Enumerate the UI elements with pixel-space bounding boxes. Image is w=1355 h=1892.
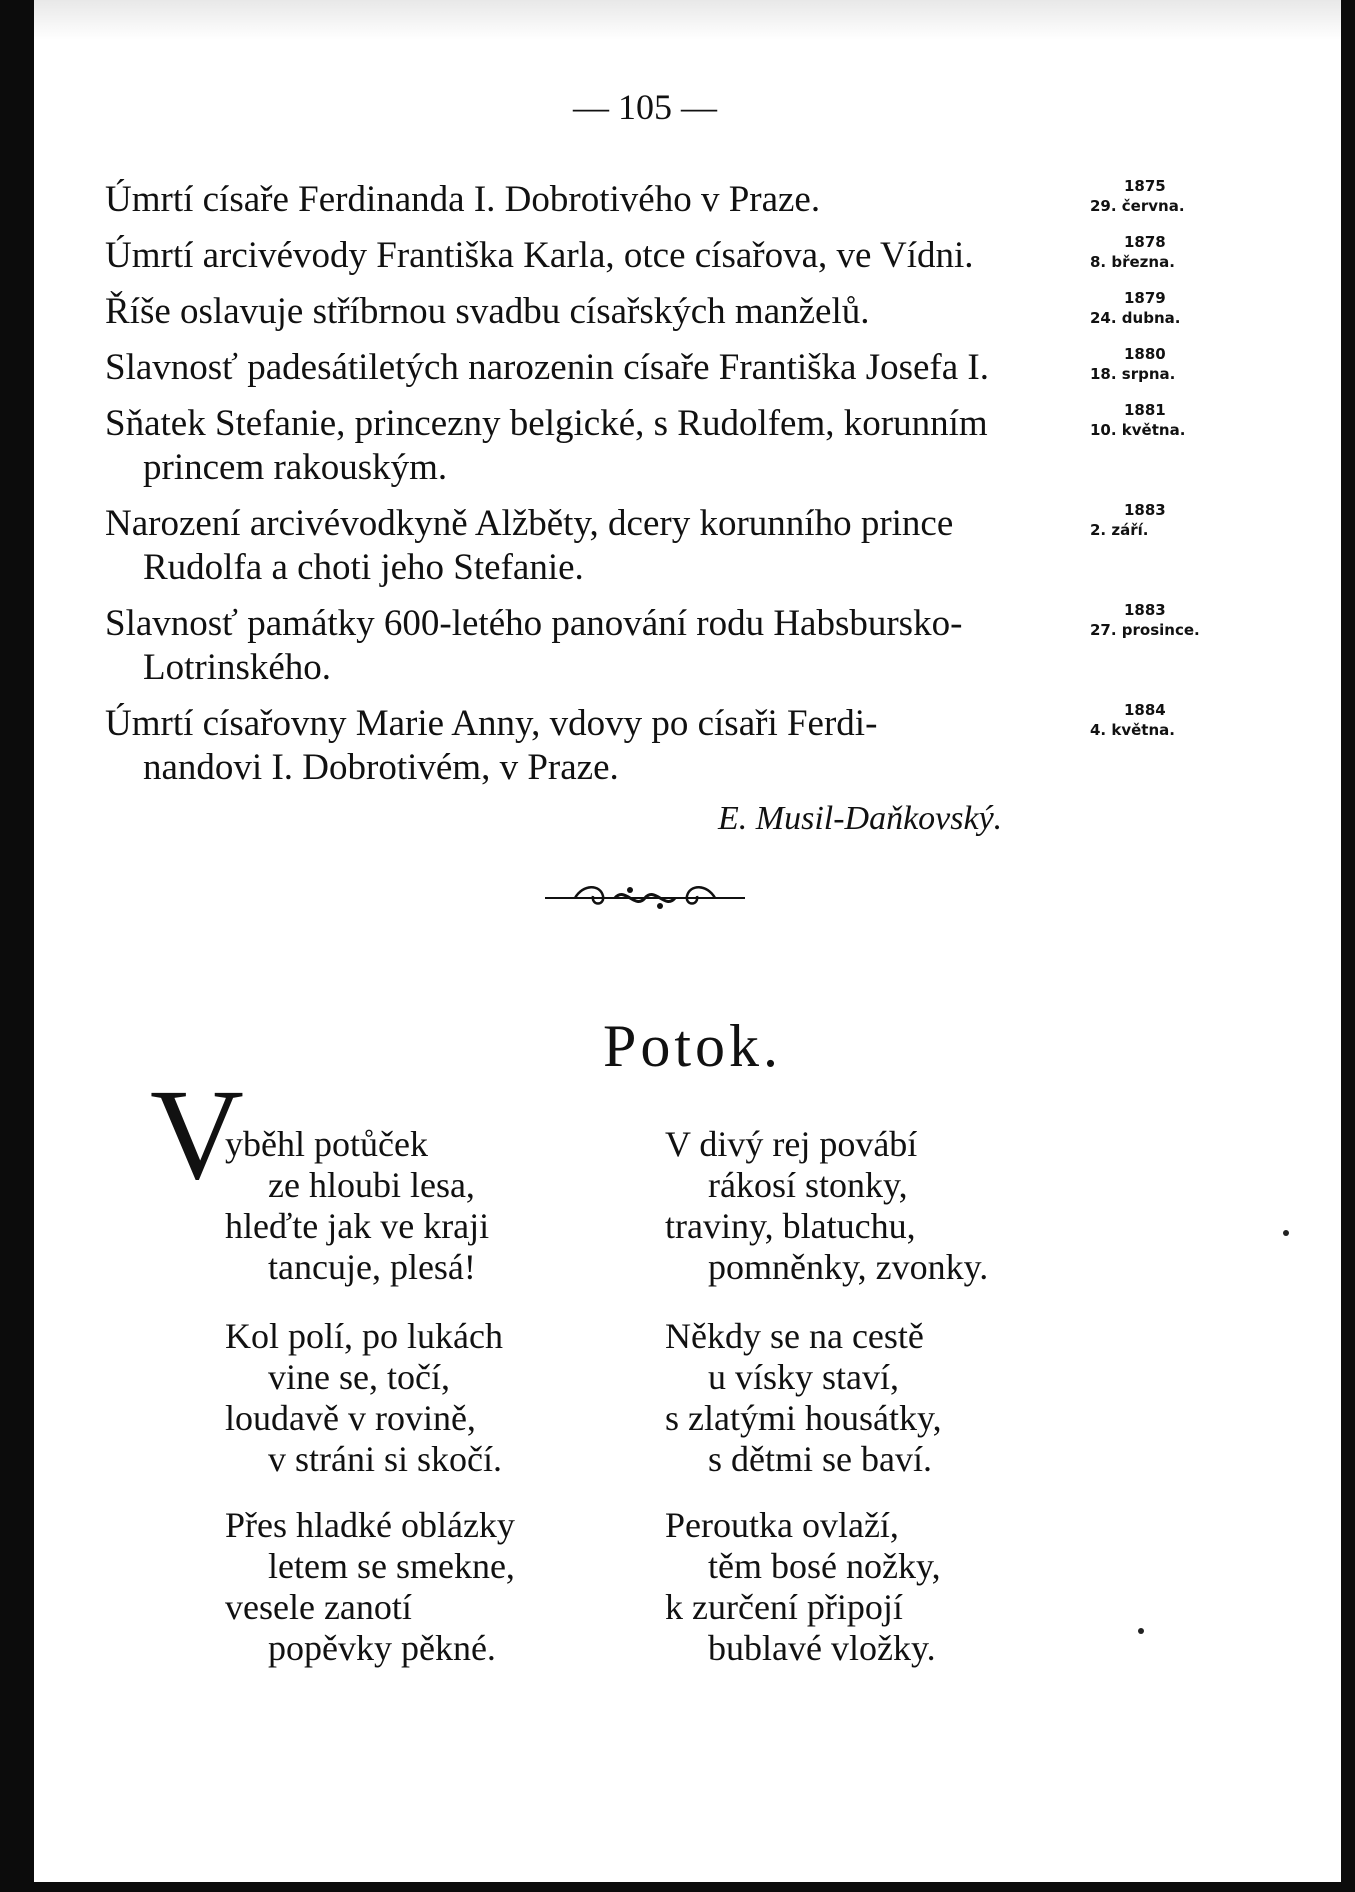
entry-line-continued: nandovi I. Dobrotivém, v Praze. — [143, 747, 619, 788]
verse-line: loudavě v rovině, — [225, 1398, 476, 1438]
entry-line: Slavnosť padesátiletých narozenin císaře Františka Josefa I. — [105, 347, 989, 388]
entry-year: 1879 — [1124, 289, 1166, 307]
verse-line: vesele zanotí — [225, 1587, 412, 1627]
entry-year: 1880 — [1124, 345, 1166, 363]
verse-line: Někdy se na cestě — [665, 1316, 924, 1356]
scan-speck — [1138, 1628, 1144, 1634]
entry-day: 8. března. — [1090, 253, 1175, 271]
entry-date — [1090, 402, 1240, 446]
chronicle-entry — [105, 502, 1245, 590]
ornament-divider-icon — [545, 876, 745, 916]
verse-line: s zlatými housátky, — [665, 1398, 942, 1438]
entry-line: Narození arcivévodkyně Alžběty, dcery korunního prince — [105, 503, 954, 544]
verse-line: rákosí stonky, — [708, 1165, 908, 1205]
entry-date — [1090, 502, 1240, 546]
scan-speck — [1283, 1230, 1289, 1236]
entry-line: Sňatek Stefanie, princezny belgické, s Rudolfem, korunním — [105, 403, 988, 444]
verse-line: Kol polí, po lukách — [225, 1316, 503, 1356]
entry-line-continued: princem rakouským. — [143, 447, 448, 488]
stanza — [225, 1316, 503, 1480]
entry-year: 1883 — [1124, 501, 1166, 519]
poem-title: Potok. — [602, 1013, 783, 1079]
entry-line: Říše oslavuje stříbrnou svadbu císařských manželů. — [105, 291, 870, 332]
verse-line: těm bosé nožky, — [708, 1546, 941, 1586]
poem-dropcap: V — [150, 1063, 244, 1207]
verse-line: yběhl potůček — [225, 1124, 428, 1164]
entry-day: 29. června. — [1090, 197, 1185, 215]
stanza — [665, 1505, 941, 1669]
verse-line: V divý rej povábí — [665, 1124, 918, 1164]
entry-year: 1884 — [1124, 701, 1166, 719]
entry-line: Úmrtí císaře Ferdinanda I. Dobrotivého v Praze. — [105, 179, 821, 220]
author-signature: E. Musil-Daňkovský. — [718, 800, 1003, 837]
verse-line: popěvky pěkné. — [268, 1628, 496, 1668]
stanza — [665, 1124, 988, 1288]
entry-line: Úmrtí císařovny Marie Anny, vdovy po císaři Ferdi- — [105, 703, 878, 744]
chronicle-list — [105, 178, 1245, 802]
entry-day: 10. května. — [1090, 421, 1186, 439]
entry-year: 1883 — [1124, 601, 1166, 619]
stanza — [225, 1124, 489, 1288]
scan-top-shade — [34, 0, 1341, 40]
entry-day: 4. května. — [1090, 721, 1175, 739]
chronicle-entry — [105, 346, 1245, 390]
verse-line: letem se smekne, — [268, 1546, 515, 1586]
verse-line: tancuje, plesá! — [268, 1247, 476, 1287]
verse-line: u vísky staví, — [708, 1357, 900, 1397]
entry-text — [105, 602, 1090, 690]
verse-line: v stráni si skočí. — [268, 1439, 502, 1479]
entry-date — [1090, 602, 1240, 646]
entry-year: 1878 — [1124, 233, 1166, 251]
entry-date — [1090, 290, 1240, 334]
stanza — [665, 1316, 942, 1480]
entry-line: Slavnosť památky 600-letého panování rodu Habsbursko- — [105, 603, 963, 644]
entry-text — [105, 502, 1090, 590]
chronicle-entry — [105, 290, 1245, 334]
entry-line-continued: Lotrinského. — [143, 647, 332, 688]
entry-date — [1090, 178, 1240, 222]
scan-border-right — [1341, 0, 1355, 1892]
entry-text — [105, 702, 1090, 790]
entry-text — [105, 290, 1090, 334]
chronicle-entry — [105, 602, 1245, 690]
entry-day: 2. září. — [1090, 521, 1149, 539]
entry-line: Úmrtí arcivévody Františka Karla, otce císařova, ve Vídni. — [105, 235, 974, 276]
verse-line: ze hloubi lesa, — [268, 1165, 475, 1205]
page-number: — 105 — — [573, 87, 717, 127]
entry-year: 1881 — [1124, 401, 1166, 419]
entry-text — [105, 234, 1090, 278]
verse-line: Peroutka ovlaží, — [665, 1505, 899, 1545]
entry-year: 1875 — [1124, 177, 1166, 195]
verse-line: hleďte jak ve kraji — [225, 1206, 490, 1246]
chronicle-entry — [105, 178, 1245, 222]
chronicle-entry — [105, 702, 1245, 790]
stanza — [225, 1505, 515, 1669]
entry-text — [105, 346, 1090, 390]
verse-line: pomněnky, zvonky. — [708, 1247, 989, 1287]
entry-line-continued: Rudolfa a choti jeho Stefanie. — [143, 547, 584, 588]
verse-line: k zurčení připojí — [665, 1587, 903, 1627]
entry-date — [1090, 234, 1240, 278]
chronicle-entry — [105, 234, 1245, 278]
entry-text — [105, 178, 1090, 222]
verse-line: traviny, blatuchu, — [665, 1206, 916, 1246]
verse-line: s dětmi se baví. — [708, 1439, 932, 1479]
scan-border-left — [0, 0, 34, 1892]
entry-date — [1090, 702, 1240, 746]
verse-line: Přes hladké oblázky — [225, 1505, 515, 1545]
chronicle-entry — [105, 402, 1245, 490]
entry-day: 18. srpna. — [1090, 365, 1176, 383]
scan-border-bottom — [0, 1882, 1355, 1892]
verse-line: vine se, točí, — [268, 1357, 450, 1397]
entry-text — [105, 402, 1090, 490]
entry-date — [1090, 346, 1240, 390]
entry-day: 27. prosince. — [1090, 621, 1200, 639]
entry-day: 24. dubna. — [1090, 309, 1181, 327]
verse-line: bublavé vložky. — [708, 1628, 936, 1668]
